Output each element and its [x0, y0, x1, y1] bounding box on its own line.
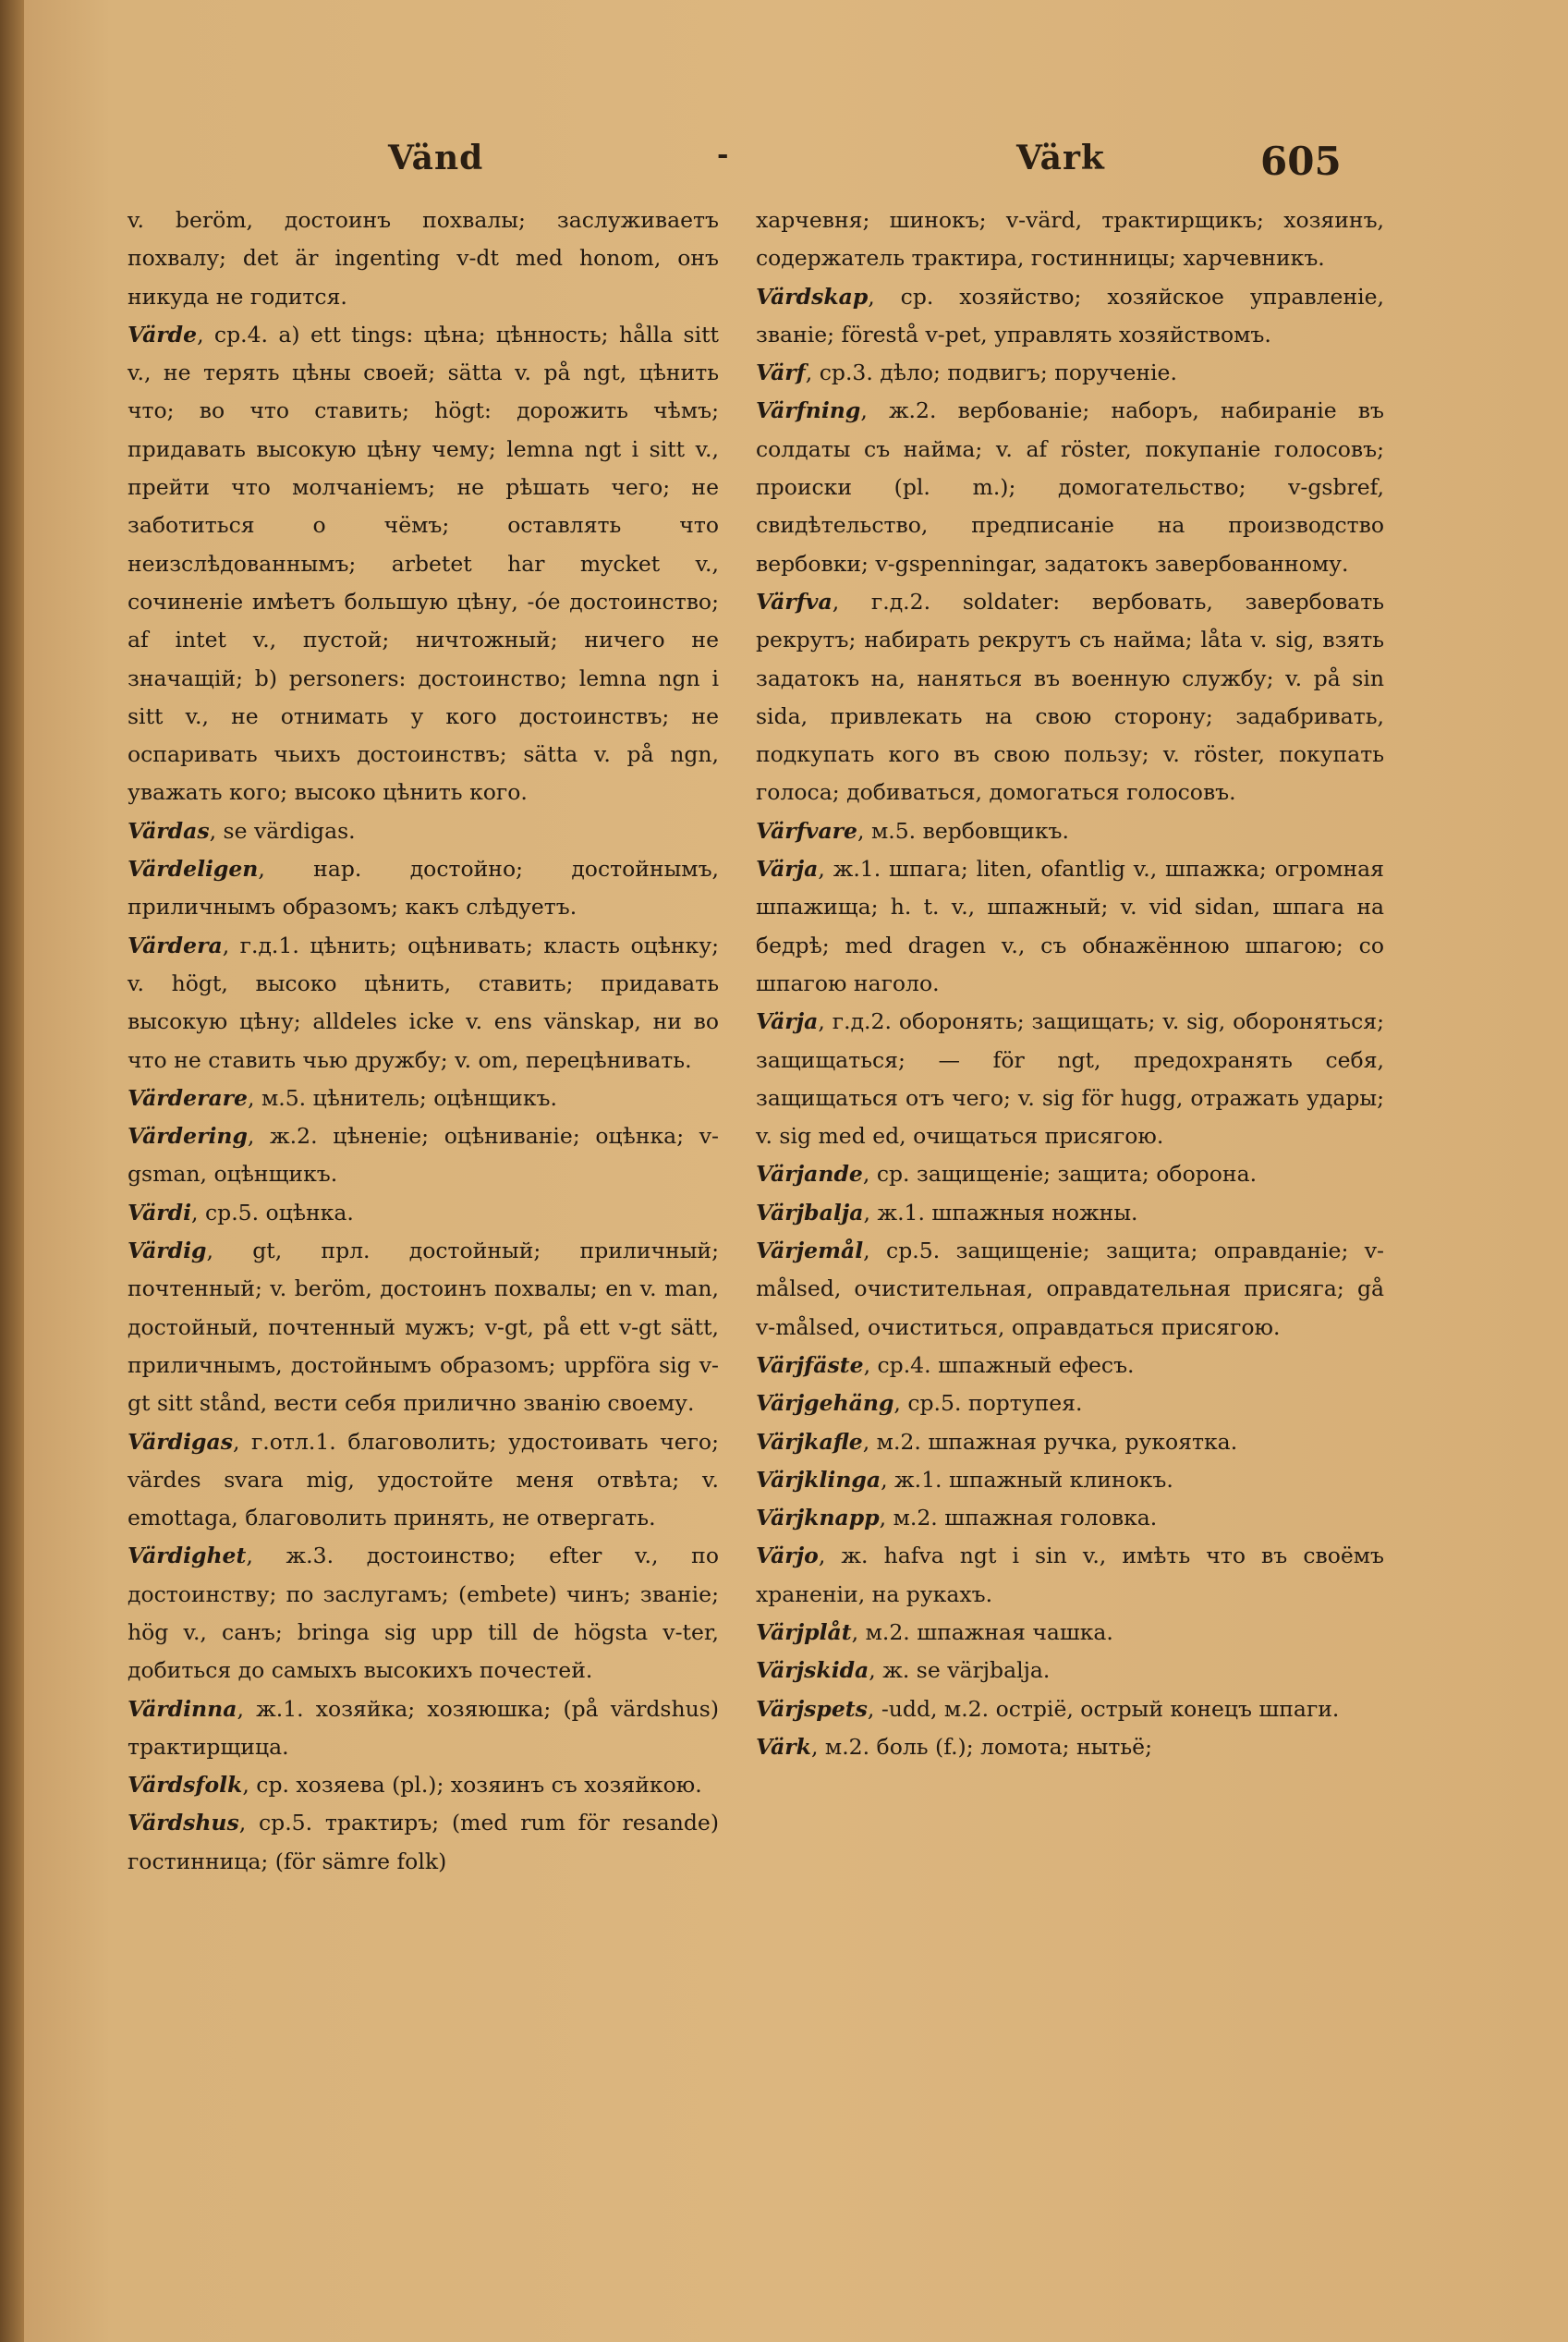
dictionary-entry: [756, 392, 1384, 582]
entry-definition: , ж.2. цѣненіе; оцѣниваніе; оцѣнка; v-gsman, оцѣнщикъ.: [128, 1123, 719, 1188]
entry-headword: Värdi: [128, 1199, 192, 1226]
entry-headword: Värjspets: [756, 1695, 868, 1722]
page-number: 605: [1260, 139, 1342, 184]
entry-definition: , г.д.2. оборонять; защищать; v. sig, обороняться; защищаться; — för ngt, предохранять себя, защищаться отъ чего; v. sig för hugg, отражать удары; v. sig med ed, очищаться присягою.: [756, 1008, 1384, 1150]
dictionary-entry: [128, 1232, 719, 1422]
header-right-guideword: Värk: [1016, 139, 1105, 177]
entry-definition: , -udd, м.2. остріё, острый конецъ шпаги.: [867, 1695, 1340, 1722]
dictionary-entry: [128, 1690, 719, 1767]
entry-headword: Värdas: [128, 817, 210, 844]
entry-headword: Värjkafle: [756, 1428, 863, 1455]
book-spine-shadow: [0, 0, 24, 2342]
dictionary-entry: [128, 1537, 719, 1689]
entry-headword: Värdeligen: [128, 856, 259, 883]
dictionary-entry: [756, 1690, 1384, 1728]
entry-headword: Värdig: [128, 1238, 207, 1264]
dictionary-entry: [756, 1499, 1384, 1537]
dictionary-entry: [756, 850, 1384, 1003]
entry-definition: , ср.5. портупея.: [893, 1390, 1083, 1417]
dictionary-entry: [128, 1194, 719, 1232]
dictionary-entry: [756, 278, 1384, 355]
entry-definition: , ср.4. шпажный ефесъ.: [863, 1351, 1135, 1378]
entry-definition: , м.2. шпажная ручка, рукоятка.: [862, 1428, 1238, 1455]
entry-definition: , ж.1. шпажныя ножны.: [863, 1199, 1138, 1226]
entry-headword: Värde: [128, 321, 198, 348]
dictionary-entry: [128, 850, 719, 927]
entry-definition: , ср.4. а) ett tings: цѣна; цѣнность; hålla sitt v., не терять цѣны своей; sätta v. på ngt, цѣнить что; во что ставить; högt: дорожить чѣмъ; придавать высокую цѣну чему; lemna ngt i sitt v., прейти что молчаніемъ; не рѣшать чего; не заботиться о чёмъ; оставлять что неизслѣдованнымъ; arbetet har mycket v., сочиненіе имѣетъ большую цѣну, -óе достоинство; af intet v., пустой; ничтожный; ничего не значащій; b) personers: достоинство; lemna ngn i sitt v., не отнимать у кого достоинствъ; не оспаривать чьихъ достоинствъ; sätta v. på ngn, уважать кого; высоко цѣнить кого.: [128, 321, 719, 806]
entry-headword: Värdshus: [128, 1810, 239, 1836]
entry-definition: , ж. se värjbalja.: [869, 1657, 1051, 1684]
entry-definition: , ж.1. шпажный клинокъ.: [881, 1466, 1173, 1493]
dictionary-entry: v. beröm, достоинъ похвалы; заслуживаетъ похвалу; det är ingenting v-dt med honom, онъ никуда не годится.: [128, 207, 719, 310]
entry-definition: , se värdigas.: [209, 817, 356, 844]
entry-definition: , ср.3. дѣло; подвигъ; порученіе.: [805, 360, 1177, 386]
entry-definition: , ср. защищеніе; защита; оборона.: [862, 1161, 1258, 1188]
entry-headword: Värja: [756, 856, 819, 883]
entry-headword: Värdigas: [128, 1428, 233, 1455]
entry-definition: , gt, прл. достойный; приличный; почтенный; v. beröm, достоинъ похвалы; en v. man, достойный, почтенный мужъ; v-gt, på ett v-gt sätt, приличнымъ, достойнымъ образомъ; uppföra sig v-gt sitt stånd, вести себя прилично званію своему.: [128, 1238, 719, 1417]
entry-definition: , м.5. цѣнитель; оцѣнщикъ.: [248, 1084, 557, 1111]
dictionary-entry: [128, 1804, 719, 1881]
entry-headword: Värderare: [128, 1084, 249, 1111]
entry-headword: Värf: [756, 360, 806, 386]
entry-headword: Värjskida: [756, 1657, 869, 1684]
entry-headword: Värdinna: [128, 1695, 237, 1722]
dictionary-entry: [756, 1614, 1384, 1652]
entry-headword: Värdighet: [128, 1543, 247, 1569]
header-left-guideword: Vänd: [388, 139, 484, 177]
entry-headword: Värjo: [756, 1543, 819, 1569]
entry-headword: Värjemål: [756, 1238, 864, 1264]
entry-definition: , ж.3. достоинство; efter v., по достоинству; по заслугамъ; (embete) чинъ; званіе; hög v., санъ; bringa sig upp till de högsta v-ter, добиться до самыхъ высокихъ почестей.: [128, 1543, 719, 1684]
dictionary-entry: [756, 1155, 1384, 1193]
dictionary-entry: [756, 1194, 1384, 1232]
entry-headword: Värjknapp: [756, 1505, 880, 1531]
entry-headword: Värfvare: [756, 817, 858, 844]
dictionary-entry: [128, 1766, 719, 1804]
dictionary-entry: [756, 1384, 1384, 1422]
dictionary-entry: [128, 812, 719, 850]
header-center-mark: -: [717, 139, 729, 171]
entry-headword: Värdera: [128, 932, 223, 958]
dictionary-entry: [756, 354, 1384, 392]
entry-definition: , м.2. боль (f.); ломота; нытьё;: [810, 1733, 1152, 1760]
entry-headword: Värdskap: [756, 283, 869, 310]
entry-definition: , ср.5. оцѣнка.: [191, 1199, 354, 1226]
entry-headword: Värja: [756, 1008, 819, 1035]
dictionary-entry: [756, 1347, 1384, 1384]
entry-definition: , ср. хозяева (pl.); хозяинъ съ хозяйкою.: [242, 1772, 702, 1799]
dictionary-entry: [756, 812, 1384, 850]
dictionary-entry: [756, 583, 1384, 812]
dictionary-entry: [756, 1728, 1384, 1766]
entry-headword: Värjbalja: [756, 1199, 864, 1226]
entry-headword: Värdering: [128, 1123, 248, 1150]
entry-definition: , ж.1. шпага; liten, ofantlig v., шпажка; огромная шпажища; h. t. v., шпажный; v. vid sidan, шпага на бедрѣ; med dragen v., съ обнажённою шпагою; со шпагою наголо.: [756, 856, 1384, 996]
left-column: [128, 201, 719, 1881]
entry-headword: Värjplåt: [756, 1618, 852, 1645]
dictionary-entry: харчевня; шинокъ; v-värd, трактирщикъ; хозяинъ, содержатель трактира, гостинницы; харчевникъ.: [756, 207, 1384, 272]
entry-definition: , ж. hafva ngt i sin v., имѣть что въ своёмъ храненіи, на рукахъ.: [756, 1543, 1384, 1607]
entry-definition: , нар. достойно; достойнымъ, приличнымъ образомъ; какъ слѣдуетъ.: [128, 856, 719, 921]
entry-headword: Värdsfolk: [128, 1772, 243, 1799]
dictionary-entry: [128, 1423, 719, 1538]
entry-headword: Värfning: [756, 397, 861, 424]
entry-definition: , м.2. шпажная головка.: [879, 1505, 1158, 1531]
dictionary-entry: [756, 1537, 1384, 1614]
entry-headword: Värjklinga: [756, 1466, 881, 1493]
entry-definition: , г.д.2. soldater: вербовать, завербовать рекрутъ; набирать рекрутъ съ найма; låta v. sig, взять задатокъ на, наняться въ военную службу; v. på sin sida, привлекать на свою сторону; задабривать, подкупать кого въ свою пользу; v. röster, покупать голоса; добиваться, домогаться голосовъ.: [756, 588, 1384, 806]
entry-definition: , ж.2. вербованіе; наборъ, набираніе въ солдаты съ найма; v. af röster, покупаніе голосовъ; происки (pl. m.); домогательство; v-gsbref, свидѣтельство, предписаніе на производство вербовки; v-gspenningar, задатокъ завербованному.: [756, 397, 1384, 577]
dictionary-entry: [128, 1080, 719, 1117]
entry-definition: , ср. хозяйство; хозяйское управленіе, званіе; förestå v-pet, управлять хозяйствомъ.: [756, 283, 1384, 348]
dictionary-entry: [128, 927, 719, 1080]
entry-definition: , ж.1. хозяйка; хозяюшка; (på värdshus) трактирщица.: [128, 1695, 719, 1760]
entry-definition: , м.5. вербовщикъ.: [857, 817, 1069, 844]
dictionary-entry: [128, 1117, 719, 1194]
dictionary-entry: [128, 316, 719, 812]
entry-headword: Värjgehäng: [756, 1390, 894, 1417]
entry-definition: , г.отл.1. благоволить; удостоивать чего; värdes svara mig, удостойте меня отвѣта; v. emottaga, благоволить принять, не отвергать.: [128, 1428, 719, 1531]
right-column: [756, 201, 1384, 1766]
entry-definition: , г.д.1. цѣнить; оцѣнивать; класть оцѣнку; v. högt, высоко цѣнить, ставить; придавать высокую цѣну; alldeles icke v. ens vänskap, ни во что не ставить чью дружбу; v. om, перецѣнивать.: [128, 932, 719, 1073]
dictionary-entry: [756, 1003, 1384, 1155]
entry-definition: , ср.5. трактиръ; (med rum för resande) гостинница; (för sämre folk): [128, 1810, 719, 1874]
entry-definition: , ср.5. защищеніе; защита; оправданіе; v-målsed, очистительная, оправдательная присяга; gå v-målsed, очиститься, оправдаться присягою.: [756, 1238, 1384, 1340]
entry-definition: , м.2. шпажная чашка.: [851, 1618, 1113, 1645]
dictionary-entry: [756, 1232, 1384, 1347]
dictionary-entry: [756, 1461, 1384, 1499]
entry-headword: Värfva: [756, 588, 833, 615]
entry-headword: Värjfäste: [756, 1351, 864, 1378]
entry-headword: Värjande: [756, 1161, 863, 1188]
dictionary-entry: [756, 1423, 1384, 1461]
entry-headword: Värk: [756, 1733, 811, 1760]
dictionary-entry: [756, 1652, 1384, 1689]
